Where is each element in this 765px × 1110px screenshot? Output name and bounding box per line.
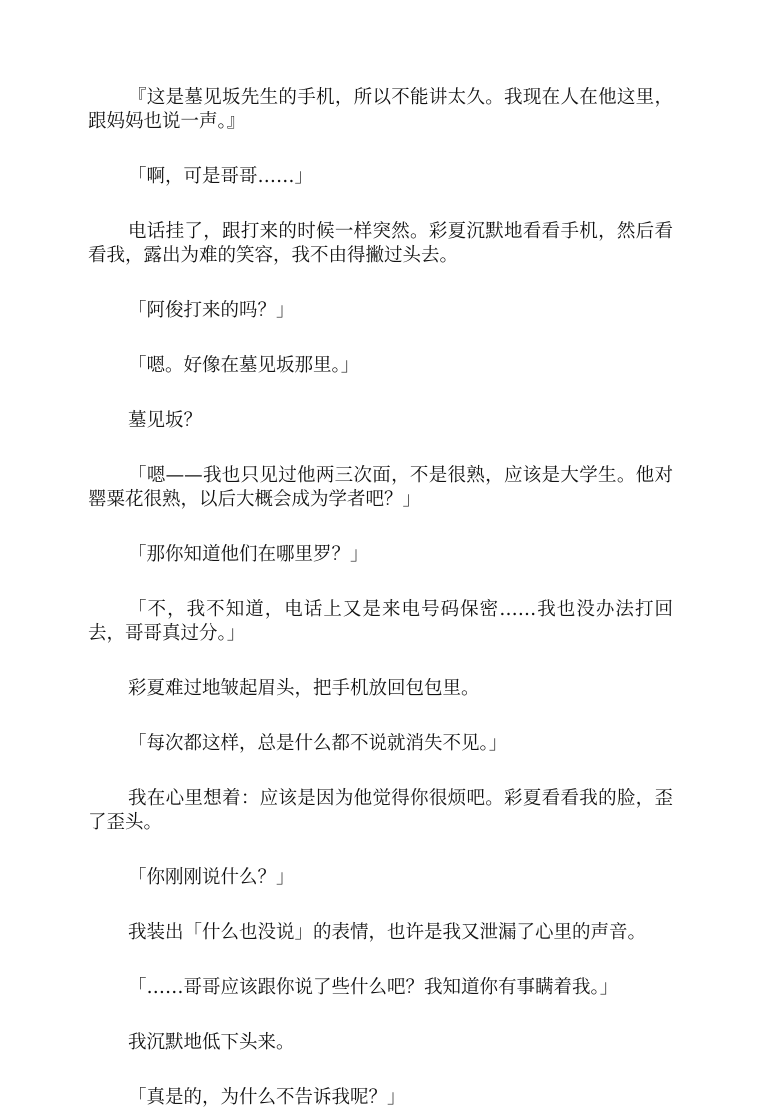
- paragraph: 墓见坂？: [128, 410, 203, 431]
- paragraph: 「阿俊打来的吗？」: [128, 300, 295, 321]
- paragraph: 『这是墓见坂先生的手机，所以不能讲太久。我现在人在他这里，跟妈妈也说一声。』: [88, 87, 673, 132]
- paragraph: 「不，我不知道，电话上又是来电号码保密……我也没办法打回去，哥哥真过分。」: [88, 599, 673, 644]
- paragraph: 「你刚刚说什么？」: [128, 867, 295, 888]
- paragraph: 「……哥哥应该跟你说了些什么吧？我知道你有事瞒着我。」: [128, 977, 619, 998]
- paragraph: 「那你知道他们在哪里罗？」: [128, 544, 369, 565]
- paragraph: 「嗯。好像在墓见坂那里。」: [128, 355, 360, 376]
- paragraph: 「真是的，为什么不告诉我呢？」: [128, 1087, 406, 1108]
- paragraph: 彩夏难过地皱起眉头，把手机放回包包里。: [128, 678, 480, 699]
- paragraph: 「每次都这样，总是什么都不说就消失不见。」: [128, 733, 508, 754]
- paragraph: 我装出「什么也没说」的表情，也许是我又泄漏了心里的声音。: [128, 922, 647, 943]
- paragraph: 「嗯——我也只见过他两三次面，不是很熟，应该是大学生。他对罂粟花很熟，以后大概会成为学者吧？」: [88, 465, 673, 510]
- paragraph: 电话挂了，跟打来的时候一样突然。彩夏沉默地看看手机，然后看看我，露出为难的笑容，我不由得撇过头去。: [88, 221, 673, 266]
- paragraph: 「啊，可是哥哥……」: [128, 166, 314, 187]
- paragraph: 我在心里想着：应该是因为他觉得你很烦吧。彩夏看看我的脸，歪了歪头。: [88, 788, 673, 833]
- paragraph: 我沉默地低下头来。: [128, 1032, 295, 1053]
